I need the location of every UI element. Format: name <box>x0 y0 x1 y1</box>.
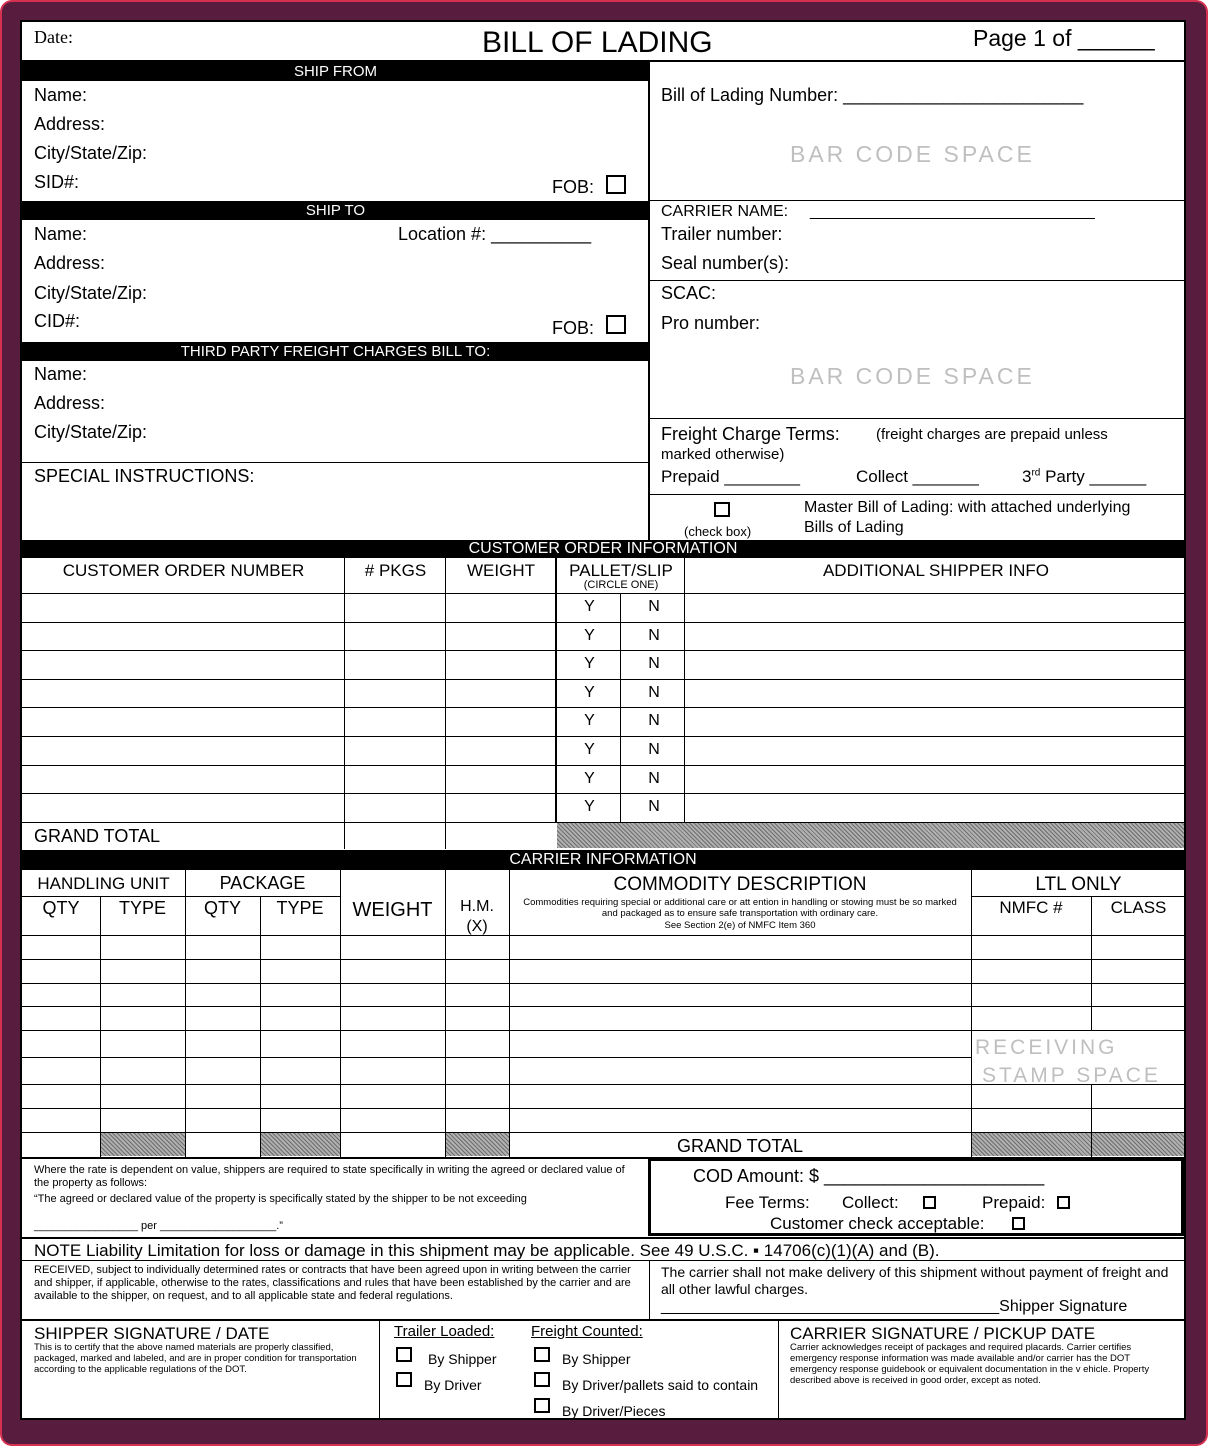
divider <box>22 707 1184 708</box>
shipper-signature-line[interactable]: ______________________________________Shipper Signature <box>661 1298 1128 1315</box>
shaded-cell <box>1092 1133 1184 1156</box>
divider <box>344 557 345 849</box>
date-field[interactable] <box>110 28 360 48</box>
freight-by-driver-pallets-label: By Driver/pallets said to contain <box>562 1377 759 1393</box>
cod-amount-field[interactable]: COD Amount: $ ______________________ <box>693 1166 1045 1186</box>
col-pkgs: # PKGS <box>364 561 427 580</box>
divider <box>100 896 101 1157</box>
divider <box>22 462 649 463</box>
ship-from-bar: SHIP FROM <box>22 62 649 81</box>
divider <box>185 870 186 1157</box>
ship-from-city[interactable]: City/State/Zip: <box>34 143 148 163</box>
col-additional-info: ADDITIONAL SHIPPER INFO <box>822 561 1050 580</box>
form-title: BILL OF LADING <box>482 26 713 59</box>
table-row[interactable] <box>22 793 1184 822</box>
trailer-number-field[interactable]: Trailer number: <box>661 224 783 244</box>
fee-collect-checkbox[interactable] <box>923 1196 936 1209</box>
carrier-name-label: CARRIER NAME: <box>661 203 789 220</box>
carrier-info-bar: CARRIER INFORMATION <box>22 850 1184 870</box>
divider <box>22 1108 1184 1109</box>
carrier-name-field[interactable]: ________________________________ <box>810 203 1095 220</box>
grand-total-label: GRAND TOTAL <box>34 826 161 846</box>
liability-note: NOTE Liability Limitation for loss or damage in this shipment may be applicable. See 49 U.S.C. ▪ 14706(c)(1)(A) and (B). <box>34 1241 940 1260</box>
divider <box>649 418 1186 419</box>
divider <box>20 1237 1186 1239</box>
received-text: RECEIVED, subject to individually determined rates or contracts that have been agreed upon in writing between the carrier and shipper, if applicable, otherwise to the rates, classifications and rules that have been established by the carrier and are available to the shipper, on request, and to all applicable state and federal regulations. <box>34 1264 631 1302</box>
carrier-signature-title[interactable]: CARRIER SIGNATURE / PICKUP DATE <box>790 1324 1096 1343</box>
pallet-yes[interactable]: Y <box>584 769 595 787</box>
special-instructions[interactable]: SPECIAL INSTRUCTIONS: <box>34 466 255 486</box>
divider <box>22 736 1184 737</box>
pro-number-field[interactable]: Pro number: <box>661 313 761 333</box>
col-class: CLASS <box>1110 898 1167 917</box>
third-party-address[interactable]: Address: <box>34 393 106 413</box>
freight-by-shipper-label: By Shipper <box>562 1351 631 1367</box>
carrier-grand-total: GRAND TOTAL <box>676 1136 804 1156</box>
third-party-city[interactable]: City/State/Zip: <box>34 422 148 442</box>
divider <box>445 557 446 849</box>
divider <box>649 200 1186 201</box>
col-pallet-slip: PALLET/SLIP <box>569 561 673 580</box>
divider <box>22 557 1184 558</box>
scac-field[interactable]: SCAC: <box>661 283 717 303</box>
freight-by-shipper-checkbox[interactable] <box>534 1347 550 1362</box>
master-bol-text: Master Bill of Lading: with attached underlying <box>804 499 1131 516</box>
date-label: Date: <box>34 27 73 47</box>
commodity-note: Commodities requiring special or additional care or att ention in handling or stowing must be so marked and packaged as to ensure safe transportation with ordinary care. <box>523 897 957 919</box>
trailer-loaded-title: Trailer Loaded: <box>394 1323 495 1340</box>
pallet-yes[interactable]: Y <box>584 655 595 673</box>
barcode-space-2: BAR CODE SPACE <box>790 363 1035 389</box>
col-commodity: COMMODITY DESCRIPTION <box>613 874 867 895</box>
customer-check-label: Customer check acceptable: <box>770 1214 985 1233</box>
divider <box>20 1260 1186 1261</box>
fee-prepaid-checkbox[interactable] <box>1057 1196 1070 1209</box>
divider <box>22 959 1184 960</box>
col-weight: WEIGHT <box>467 561 535 580</box>
receiving-stamp-1: RECEIVING <box>975 1036 1118 1059</box>
col-carrier-weight: WEIGHT <box>352 899 433 921</box>
divider <box>649 494 1186 495</box>
table-row[interactable] <box>22 622 1184 651</box>
divider <box>22 793 1184 794</box>
collect-field[interactable]: Collect _______ <box>856 467 979 486</box>
carrier-signature-text: Carrier acknowledges receipt of packages and required placards. Carrier certifies emergency response information was made available and/or carrier has the DOT emergency response guidebook or equivalent documentation in the v ehicle. Property described above is received in good order, except as noted. <box>790 1342 1150 1386</box>
third-party-bar: THIRD PARTY FREIGHT CHARGES BILL TO: <box>22 342 649 361</box>
pallet-yes[interactable]: Y <box>584 741 595 758</box>
divider <box>620 593 621 823</box>
col-package: PACKAGE <box>219 873 306 893</box>
pallet-no[interactable]: N <box>648 655 660 673</box>
table-row[interactable] <box>22 707 1184 736</box>
trailer-by-shipper-label: By Shipper <box>428 1351 497 1367</box>
bill-of-lading-form <box>20 20 1186 1420</box>
third-party-name[interactable]: Name: <box>34 364 88 384</box>
divider <box>684 557 685 823</box>
divider <box>649 280 1186 281</box>
divider <box>22 765 1184 766</box>
ship-from-address[interactable]: Address: <box>34 114 106 134</box>
pallet-no[interactable]: N <box>648 798 660 816</box>
pallet-no[interactable]: N <box>648 741 660 758</box>
page-number-field[interactable]: Page 1 of ______ <box>973 25 1155 51</box>
table-row[interactable] <box>22 679 1184 708</box>
pallet-yes[interactable]: Y <box>584 626 595 644</box>
pallet-yes[interactable]: Y <box>584 798 595 816</box>
shaded-cell <box>446 1133 509 1156</box>
col-ltl-only: LTL ONLY <box>1035 874 1122 895</box>
ship-from-fob-label: FOB: <box>552 177 595 197</box>
bol-number-field[interactable]: Bill of Lading Number: ________________________ <box>661 85 1084 105</box>
freight-by-driver-pallets-checkbox[interactable] <box>534 1372 550 1387</box>
divider <box>778 1319 779 1420</box>
col-customer-order-number: CUSTOMER ORDER NUMBER <box>62 561 305 580</box>
divider <box>22 593 1184 594</box>
shaded-cell <box>557 823 1184 848</box>
ship-to-location[interactable]: Location #: __________ <box>398 224 592 244</box>
seal-number-field[interactable]: Seal number(s): <box>661 253 790 273</box>
col-hm: H.M. <box>460 898 494 915</box>
divider <box>22 679 1184 680</box>
customer-order-bar: CUSTOMER ORDER INFORMATION <box>22 540 1184 557</box>
commodity-note-2: See Section 2(e) of NMFC Item 360 <box>664 920 816 931</box>
divider <box>971 896 1184 897</box>
divider <box>20 1319 1186 1321</box>
freight-terms-note-2: marked otherwise) <box>661 446 785 463</box>
divider <box>260 896 261 1157</box>
pallet-no[interactable]: N <box>648 626 660 644</box>
third-party-terms-field[interactable] <box>1022 468 1146 485</box>
third-number: 3 <box>1022 467 1032 486</box>
divider <box>555 557 557 823</box>
shaded-cell <box>101 1133 185 1156</box>
trailer-by-driver-checkbox[interactable] <box>396 1372 412 1387</box>
divider <box>22 896 340 897</box>
divider <box>509 870 510 1157</box>
col-circle-one: (CIRCLE ONE) <box>583 579 659 591</box>
table-row[interactable] <box>22 736 1184 765</box>
pallet-yes[interactable]: Y <box>584 683 595 701</box>
value-per-field[interactable]: _________________ per ___________________.” <box>34 1220 283 1232</box>
prepaid-field[interactable]: Prepaid ________ <box>661 467 800 486</box>
ship-to-cid[interactable]: CID#: <box>34 311 81 331</box>
ship-to-fob-checkbox[interactable] <box>606 315 626 334</box>
shipper-signature-text: This is to certify that the above named materials are properly classified, packaged, marked and labeled, and are in proper condition for transportation according to the applicable regulations of the DOT. <box>34 1342 357 1375</box>
freight-terms-label: Freight Charge Terms: <box>661 424 840 444</box>
table-row[interactable] <box>22 593 1184 622</box>
check-box-label: (check box) <box>684 524 752 539</box>
divider <box>22 1084 971 1085</box>
shaded-cell <box>261 1133 340 1156</box>
divider <box>379 1319 380 1420</box>
pallet-no[interactable]: N <box>648 598 660 615</box>
divider <box>971 870 972 1157</box>
freight-counted-title: Freight Counted: <box>531 1323 643 1340</box>
master-bol-checkbox[interactable] <box>714 502 730 517</box>
ship-from-sid[interactable]: SID#: <box>34 172 80 192</box>
ship-from-fob-checkbox[interactable] <box>606 175 626 194</box>
pallet-no[interactable]: N <box>648 683 660 701</box>
master-bol-text-2: Bills of Lading <box>804 519 904 536</box>
trailer-by-shipper-checkbox[interactable] <box>396 1347 412 1362</box>
freight-terms-note: (freight charges are prepaid unless <box>876 426 1108 443</box>
shipper-signature-title[interactable]: SHIPPER SIGNATURE / DATE <box>34 1324 270 1343</box>
freight-by-driver-pieces-checkbox[interactable] <box>534 1398 550 1413</box>
col-hu-qty: QTY <box>42 898 80 918</box>
third-party-rest: Party ______ <box>1040 467 1147 486</box>
col-pkg-qty: QTY <box>203 898 241 918</box>
divider <box>22 650 1184 651</box>
freight-by-driver-pieces-label: By Driver/Pieces <box>562 1403 666 1419</box>
ship-to-fob-label: FOB: <box>552 318 595 338</box>
fee-prepaid-label: Prepaid: <box>982 1193 1046 1212</box>
third-superscript: rd <box>1031 467 1041 479</box>
fee-terms-label: Fee Terms: <box>725 1193 810 1212</box>
pallet-yes[interactable]: Y <box>584 712 595 730</box>
divider <box>340 870 341 1157</box>
barcode-space-1: BAR CODE SPACE <box>790 141 1035 167</box>
divider <box>648 60 650 540</box>
col-handling-unit: HANDLING UNIT <box>37 874 170 893</box>
divider <box>22 983 1184 984</box>
ship-from-name[interactable]: Name: <box>34 85 88 105</box>
col-hm-x: (X) <box>466 918 488 935</box>
value-text: Where the rate is dependent on value, shippers are required to state specifically in writing the agreed or declared value of the property as follows: <box>34 1164 625 1189</box>
fee-collect-label: Collect: <box>842 1193 899 1212</box>
ship-to-address[interactable]: Address: <box>34 253 106 273</box>
ship-to-city[interactable]: City/State/Zip: <box>34 283 148 303</box>
divider <box>22 1057 971 1058</box>
customer-check-checkbox[interactable] <box>1012 1217 1025 1230</box>
divider <box>22 935 1184 936</box>
col-pkg-type: TYPE <box>276 898 324 918</box>
table-row[interactable] <box>22 765 1184 794</box>
divider <box>20 60 1186 62</box>
col-hu-type: TYPE <box>118 898 166 918</box>
pallet-yes[interactable]: Y <box>584 598 595 615</box>
ship-to-name[interactable]: Name: <box>34 224 88 244</box>
carrier-delivery-text: The carrier shall not make delivery of this shipment without payment of freight and all other lawful charges. <box>661 1264 1169 1297</box>
divider <box>22 1006 1184 1007</box>
shaded-cell <box>972 1133 1091 1156</box>
divider <box>445 870 446 1157</box>
trailer-by-driver-label: By Driver <box>424 1377 482 1393</box>
divider <box>1091 896 1092 1030</box>
col-nmfc: NMFC # <box>999 898 1063 917</box>
pallet-no[interactable]: N <box>648 712 660 730</box>
ship-to-bar: SHIP TO <box>22 201 649 220</box>
table-row[interactable] <box>22 650 1184 679</box>
divider <box>22 622 1184 623</box>
value-text-2: “The agreed or declared value of the property is specifically stated by the shipper to be not exceeding <box>34 1193 527 1205</box>
divider <box>22 1030 1184 1031</box>
pallet-no[interactable]: N <box>648 769 660 787</box>
receiving-stamp-2: STAMP SPACE <box>982 1064 1161 1087</box>
divider <box>649 1260 650 1319</box>
